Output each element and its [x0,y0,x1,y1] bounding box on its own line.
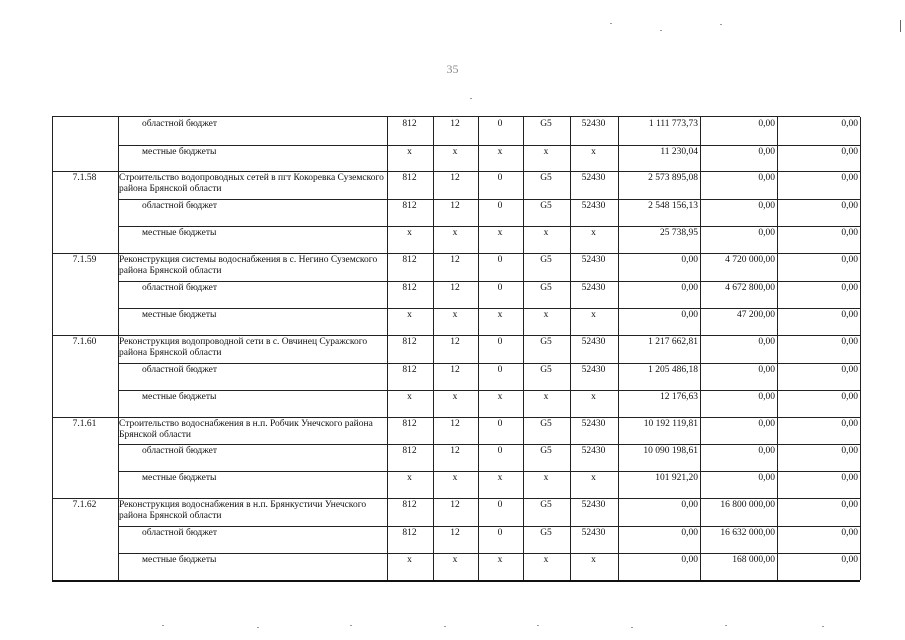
cell-amount-year3: 0,00 [841,310,858,320]
cell-grbs: x [407,147,412,157]
scan-speck [537,625,539,626]
row-code: 7.1.62 [72,500,97,510]
cell-vr: 52430 [581,201,606,211]
cell-cs: G5 [540,419,552,429]
cell-amount-year1: 25 738,95 [660,228,698,238]
row-name: местные бюджеты [142,555,217,565]
row-name: Реконструкция водопроводной сети в с. Овчинец Суражского района Брянской области [119,337,368,358]
cell-amount-year1: 10 192 119,81 [643,419,698,429]
cell-amount-year3: 0,00 [841,147,858,157]
row-name: Строительство водоснабжения в н.п. Робчик Унечского района Брянской области [119,419,373,440]
cell-amount-year3: 0,00 [841,528,858,538]
cell-amount-year1: 0,00 [681,255,698,265]
cell-cs: x [543,392,549,402]
row-rule [52,498,860,499]
cell-pr: x [497,228,503,238]
cell-vr: 52430 [581,283,606,293]
cell-pr: 0 [497,419,503,429]
cell-vr: 52430 [581,419,606,429]
cell-cs: G5 [540,500,552,510]
cell-rz: 12 [450,500,460,510]
cell-vr: 52430 [581,173,606,183]
cell-rz: 12 [450,119,460,129]
row-code: 7.1.59 [72,255,97,265]
cell-amount-year3: 0,00 [841,173,858,183]
cell-rz: 12 [450,446,460,456]
cell-amount-year3: 0,00 [841,446,858,456]
cell-vr: x [591,392,596,402]
cell-grbs: 812 [402,528,417,538]
cell-vr: 52430 [581,528,606,538]
cell-cs: G5 [540,528,552,538]
row-rule [118,471,860,472]
cell-amount-year3: 0,00 [841,500,858,510]
column-rule [777,117,778,580]
cell-amount-year2: 0,00 [758,228,775,238]
row-name: областной бюджет [142,446,218,456]
cell-pr: 0 [497,173,503,183]
cell-grbs: x [407,392,412,402]
row-rule [118,308,860,309]
cell-cs: G5 [540,365,552,375]
cell-vr: x [591,147,596,157]
row-name: Реконструкция водоснабжения в н.п. Брянкустичи Унечского района Брянской области [119,500,367,521]
row-code: 7.1.60 [72,337,97,347]
row-rule [118,281,860,282]
cell-amount-year2: 0,00 [758,365,775,375]
column-rule [700,117,701,580]
cell-rz: x [452,473,458,483]
scan-speck [725,625,727,626]
row-rule [118,226,860,227]
cell-amount-year3: 0,00 [841,337,858,347]
cell-amount-year3: 0,00 [841,473,858,483]
cell-pr: 0 [497,201,503,211]
cell-vr: 52430 [581,500,606,510]
row-rule [118,553,860,554]
cell-cs: G5 [540,173,552,183]
cell-rz: 12 [450,528,460,538]
row-name: местные бюджеты [142,228,217,238]
scan-mark [900,20,901,32]
scan-speck [610,23,612,24]
cell-rz: 12 [450,173,460,183]
cell-amount-year1: 0,00 [681,500,698,510]
row-rule [118,145,860,146]
cell-amount-year1: 0,00 [681,310,698,320]
cell-vr: x [591,310,596,320]
row-code: 7.1.58 [72,173,97,183]
cell-amount-year2: 168 000,00 [732,555,775,565]
row-name: Реконструкция системы водоснабжения в с. Негино Суземского района Брянской области [119,255,378,276]
cell-amount-year3: 0,00 [841,555,858,565]
cell-grbs: 812 [402,365,417,375]
cell-vr: 52430 [581,446,606,456]
cell-amount-year1: 1 205 486,18 [648,365,698,375]
cell-amount-year2: 16 800 000,00 [720,500,775,510]
cell-rz: 12 [450,283,460,293]
cell-rz: x [452,392,458,402]
cell-amount-year1: 2 573 895,08 [648,173,698,183]
cell-amount-year2: 47 200,00 [737,310,775,320]
cell-vr: 52430 [581,365,606,375]
cell-amount-year3: 0,00 [841,365,858,375]
cell-amount-year1: 10 090 198,61 [643,446,698,456]
cell-vr: x [591,555,596,565]
cell-amount-year3: 0,00 [841,419,858,429]
cell-vr: x [591,228,596,238]
cell-pr: x [497,555,503,565]
cell-vr: 52430 [581,119,606,129]
row-name: областной бюджет [142,201,218,211]
cell-pr: x [497,473,503,483]
cell-cs: x [543,147,549,157]
column-rule [860,117,861,580]
cell-amount-year3: 0,00 [841,255,858,265]
cell-vr: 52430 [581,255,606,265]
scan-speck [470,98,472,99]
scan-speck [822,626,824,627]
cell-grbs: 812 [402,201,417,211]
scan-speck [720,24,722,25]
column-rule [387,117,388,580]
cell-cs: G5 [540,283,552,293]
cell-cs: x [543,473,549,483]
cell-grbs: 812 [402,419,417,429]
row-rule [118,363,860,364]
cell-amount-year2: 0,00 [758,119,775,129]
cell-amount-year2: 4 672 800,00 [725,283,775,293]
cell-amount-year1: 11 230,04 [660,147,698,157]
cell-pr: 0 [497,119,503,129]
row-rule [118,390,860,391]
cell-amount-year3: 0,00 [841,228,858,238]
row-name: областной бюджет [142,365,218,375]
cell-rz: x [452,310,458,320]
column-rule [570,117,571,580]
cell-rz: 12 [450,201,460,211]
row-rule [118,444,860,445]
cell-cs: G5 [540,337,552,347]
cell-rz: 12 [450,255,460,265]
row-name: областной бюджет [142,119,218,129]
cell-amount-year2: 0,00 [758,446,775,456]
cell-amount-year3: 0,00 [841,201,858,211]
row-rule [118,199,860,200]
cell-amount-year2: 0,00 [758,201,775,211]
cell-grbs: 812 [402,500,417,510]
cell-amount-year1: 0,00 [681,555,698,565]
cell-amount-year2: 0,00 [758,147,775,157]
cell-pr: 0 [497,255,503,265]
scan-speck [660,30,662,31]
cell-rz: 12 [450,365,460,375]
scan-speck [631,627,633,628]
row-name: местные бюджеты [142,473,217,483]
column-rule [433,117,434,580]
scan-speck [444,626,446,627]
cell-pr: x [497,147,503,157]
row-rule [52,335,860,336]
cell-amount-year1: 0,00 [681,283,698,293]
cell-rz: x [452,555,458,565]
cell-cs: G5 [540,255,552,265]
cell-amount-year1: 2 548 156,13 [648,201,698,211]
cell-amount-year2: 0,00 [758,419,775,429]
cell-amount-year1: 1 111 773,73 [648,119,698,129]
cell-pr: 0 [497,500,503,510]
cell-amount-year2: 0,00 [758,473,775,483]
cell-grbs: 812 [402,173,417,183]
cell-vr: x [591,473,596,483]
cell-cs: x [543,555,549,565]
cell-cs: G5 [540,201,552,211]
cell-amount-year2: 4 720 000,00 [725,255,775,265]
cell-grbs: x [407,310,412,320]
cell-amount-year3: 0,00 [841,392,858,402]
cell-grbs: 812 [402,446,417,456]
cell-amount-year3: 0,00 [841,119,858,129]
row-name: областной бюджет [142,283,218,293]
row-rule [52,417,860,418]
cell-cs: x [543,310,549,320]
cell-vr: 52430 [581,337,606,347]
row-name: областной бюджет [142,528,218,538]
cell-amount-year1: 0,00 [681,528,698,538]
cell-pr: 0 [497,528,503,538]
cell-pr: x [497,392,503,402]
cell-grbs: x [407,228,412,238]
scan-speck [257,627,259,628]
row-code: 7.1.61 [72,419,97,429]
cell-amount-year1: 101 921,20 [655,473,698,483]
scan-speck [350,625,352,626]
column-rule [478,117,479,580]
row-name: местные бюджеты [142,147,217,157]
cell-pr: 0 [497,446,503,456]
cell-amount-year1: 12 176,63 [660,392,698,402]
column-rule [618,117,619,580]
cell-grbs: x [407,473,412,483]
row-rule [52,253,860,254]
row-name: местные бюджеты [142,310,217,320]
cell-amount-year2: 0,00 [758,173,775,183]
row-name: Строительство водопроводных сетей в пгт Кокоревка Суземского района Брянской области [119,173,384,194]
cell-pr: 0 [497,337,503,347]
scan-speck [162,625,164,626]
cell-rz: 12 [450,337,460,347]
page-number: 35 [446,62,459,76]
cell-amount-year2: 0,00 [758,392,775,402]
row-name: местные бюджеты [142,392,217,402]
cell-amount-year2: 16 632 000,00 [720,528,775,538]
row-rule [52,171,860,172]
cell-grbs: 812 [402,255,417,265]
cell-cs: x [543,228,549,238]
cell-grbs: x [407,555,412,565]
cell-rz: x [452,147,458,157]
cell-amount-year1: 1 217 662,81 [648,337,698,347]
cell-grbs: 812 [402,119,417,129]
cell-cs: G5 [540,119,552,129]
cell-pr: 0 [497,283,503,293]
cell-pr: 0 [497,365,503,375]
cell-rz: 12 [450,419,460,429]
cell-rz: x [452,228,458,238]
column-rule [523,117,524,580]
cell-grbs: 812 [402,337,417,347]
row-rule [118,526,860,527]
cell-pr: x [497,310,503,320]
cell-grbs: 812 [402,283,417,293]
cell-amount-year3: 0,00 [841,283,858,293]
cell-amount-year2: 0,00 [758,337,775,347]
cell-cs: G5 [540,446,552,456]
column-rule [52,117,53,580]
